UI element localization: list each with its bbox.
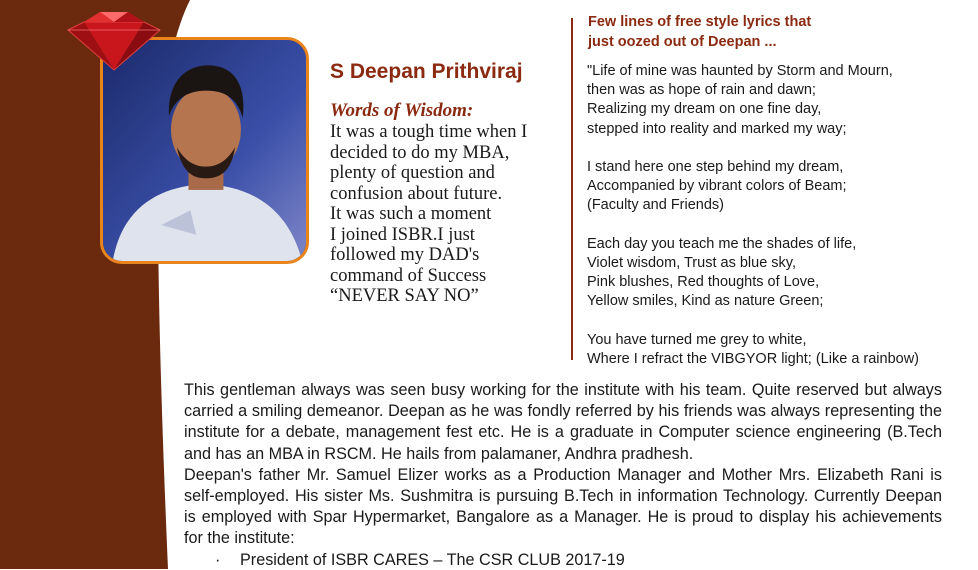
- lyrics-body: [587, 62, 919, 369]
- lyric-line: Pink blushes, Red thoughts of Love,: [587, 274, 820, 291]
- wisdom-line: plenty of question and: [330, 163, 495, 183]
- wisdom-line: I joined ISBR.I just: [330, 224, 475, 245]
- lyric-line: (Faculty and Friends): [587, 197, 724, 214]
- lyric-line: You have turned me grey to white,: [587, 331, 807, 348]
- wisdom-line: decided to do my MBA,: [330, 142, 510, 163]
- achievement-list-item: [215, 551, 625, 570]
- lyric-line: "Life of mine was haunted by Storm and Mourn,: [587, 63, 893, 79]
- person-portrait-icon: [103, 40, 306, 261]
- lyric-line: stepped into reality and marked my way;: [587, 120, 847, 137]
- stanza-gap: [587, 139, 919, 158]
- words-of-wisdom-text: [330, 122, 555, 307]
- bio-paragraph: This gentleman always was seen busy working for the institute with his team. Quite reserved but always carried a smiling demeanor. Deepan as he was fondly referred by his friends was always representing the institute for a debate, management fest etc. He is a graduate in Computer science engineering (B.Tech and has an MBA in RSCM. He hails from palamaner, Andhra pradhesh.: [184, 381, 942, 463]
- stanza-gap: [587, 216, 919, 235]
- lyric-line: I stand here one step behind my dream,: [587, 159, 844, 175]
- stanza-gap: [587, 312, 919, 331]
- words-of-wisdom-heading: Words of Wisdom:: [330, 100, 474, 121]
- wisdom-line: “NEVER SAY NO”: [330, 286, 479, 306]
- achievement-text: President of ISBR CARES – The CSR CLUB 2017-19: [240, 551, 625, 569]
- lyrics-heading-line: Few lines of free style lyrics that: [588, 14, 812, 30]
- lyrics-heading: [588, 12, 811, 52]
- ruby-gem-icon: [66, 8, 162, 72]
- bullet-icon: ·: [215, 551, 221, 569]
- lyric-line: Violet wisdom, Trust as blue sky,: [587, 255, 796, 271]
- bio-paragraph: Deepan's father Mr. Samuel Elizer works as a Production Manager and Mother Mrs. Elizabeth Rani is self-employed. His sister Ms. Sushmitra is pursuing B.Tech in information Technology. Currently Deepan is employed with Spar Hypermarket, Bangalore as a Manager. He is proud to display his achievements for the institute:: [184, 465, 942, 548]
- lyrics-heading-line: just oozed out of Deepan ...: [588, 34, 777, 50]
- lyric-line: then was as hope of rain and dawn;: [587, 82, 816, 99]
- wisdom-line: command of Success: [330, 265, 487, 286]
- lyric-line: Each day you teach me the shades of life,: [587, 235, 857, 252]
- wisdom-line: followed my DAD's: [330, 245, 480, 265]
- wisdom-line: confusion about future.: [330, 183, 503, 204]
- person-name: S Deepan Prithviraj: [330, 60, 523, 83]
- lyric-line: Realizing my dream on one fine day,: [587, 101, 822, 118]
- lyric-line: Yellow smiles, Kind as nature Green;: [587, 293, 824, 310]
- biography-text: [184, 380, 942, 550]
- lyric-line: Accompanied by vibrant colors of Beam;: [587, 178, 847, 195]
- wisdom-line: It was such a moment: [330, 204, 492, 224]
- vertical-divider: [571, 18, 573, 360]
- lyric-line: Where I refract the VIBGYOR light; (Like a rainbow): [587, 351, 920, 367]
- wisdom-line: It was a tough time when I: [330, 122, 528, 142]
